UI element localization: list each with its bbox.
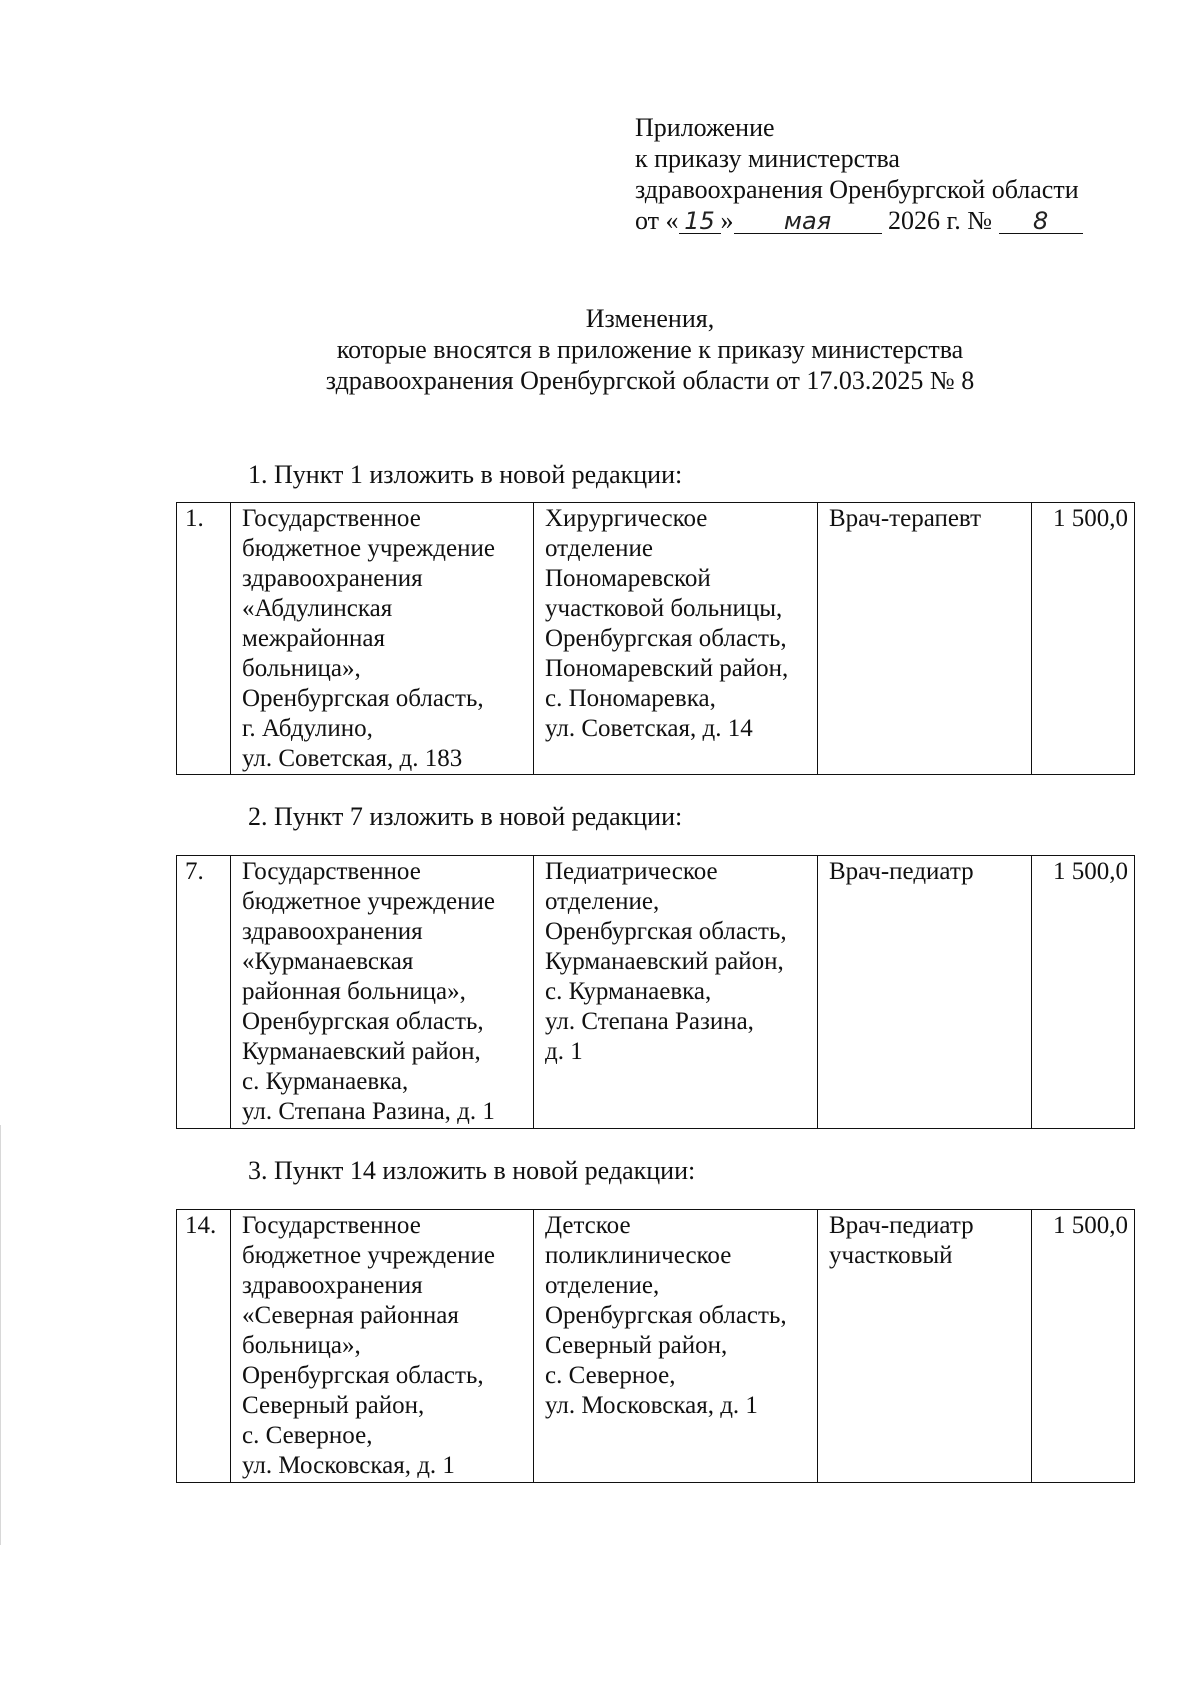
department-line: Детское [545, 1212, 631, 1239]
amount-cell: 1 500,0 [1032, 503, 1135, 775]
row-number: 1. [177, 503, 231, 775]
position-line: Врач-педиатр [829, 1212, 974, 1239]
table-row [177, 1210, 1135, 1483]
institution-line: Курманаевский район, [242, 1038, 481, 1065]
institution-cell [231, 1210, 534, 1483]
section-intro: 1. Пункт 1 изложить в новой редакции: [248, 460, 683, 489]
institution-cell [231, 856, 534, 1129]
institution-line: Государственное [242, 1212, 421, 1239]
institution-line: с. Северное, [242, 1422, 373, 1449]
row-number: 14. [177, 1210, 231, 1483]
appendix-ministry-line: здравоохранения Оренбургской области [635, 175, 1079, 204]
date-prefix: от « [635, 206, 679, 235]
department-line: отделение [545, 535, 654, 562]
institution-line: ул. Московская, д. 1 [242, 1452, 455, 1479]
department-cell [534, 856, 818, 1129]
date-year: 2026 г. № [888, 206, 993, 235]
department-line: ул. Степана Разина, [545, 1008, 754, 1035]
department-line: Хирургическое [545, 505, 708, 532]
institution-line: Оренбургская область, [242, 685, 484, 712]
department-cell [534, 503, 818, 775]
institution-line: «Абдулинская [242, 595, 393, 622]
institution-line: Оренбургская область, [242, 1008, 484, 1035]
department-cell [534, 1210, 818, 1483]
institution-line: г. Абдулино, [242, 715, 373, 742]
position-cell [818, 856, 1032, 1129]
institution-line: «Курманаевская [242, 948, 414, 975]
heading-subtitle-line2: здравоохранения Оренбургской области от 17.03.2025 № 8 [325, 366, 975, 395]
table-row [177, 856, 1135, 1129]
department-line: Оренбургская область, [545, 1302, 787, 1329]
position-cell [818, 1210, 1032, 1483]
institution-line: «Северная районная [242, 1302, 459, 1329]
institution-line: Северный район, [242, 1392, 425, 1419]
department-line: Педиатрическое [545, 858, 718, 885]
department-line: участковой больницы, [545, 595, 783, 622]
section-intro: 2. Пункт 7 изложить в новой редакции: [248, 802, 683, 831]
department-line: Пономаревский район, [545, 655, 789, 682]
amendment-table [176, 1209, 1135, 1483]
department-line: с. Северное, [545, 1362, 676, 1389]
institution-line: ул. Степана Разина, д. 1 [242, 1098, 495, 1125]
position-line: Врач-терапевт [829, 505, 982, 532]
department-line: Курманаевский район, [545, 948, 784, 975]
table-row [177, 503, 1135, 775]
department-line: ул. Московская, д. 1 [545, 1392, 758, 1419]
institution-line: здравоохранения [242, 1272, 423, 1299]
row-number: 7. [177, 856, 231, 1129]
amendment-table [176, 502, 1135, 775]
appendix-title: Приложение [635, 113, 775, 142]
institution-line: Государственное [242, 505, 421, 532]
position-cell [818, 503, 1032, 775]
institution-line: здравоохранения [242, 565, 423, 592]
section-intro: 3. Пункт 14 изложить в новой редакции: [248, 1156, 696, 1185]
date-quote-close: » [720, 206, 734, 235]
institution-line: здравоохранения [242, 918, 423, 945]
institution-line: бюджетное учреждение [242, 1242, 495, 1269]
department-line: Пономаревской [545, 565, 711, 592]
amendment-table [176, 855, 1135, 1129]
position-line: участковый [829, 1242, 953, 1269]
department-line: поликлиническое [545, 1242, 732, 1269]
position-line: Врач-педиатр [829, 858, 974, 885]
institution-line: Оренбургская область, [242, 1362, 484, 1389]
heading-title: Изменения, [585, 304, 715, 333]
department-line: ул. Советская, д. 14 [545, 715, 753, 742]
document-heading [0, 303, 1200, 396]
department-line: Оренбургская область, [545, 625, 787, 652]
department-line: Северный район, [545, 1332, 728, 1359]
department-line: Оренбургская область, [545, 918, 787, 945]
institution-line: бюджетное учреждение [242, 535, 495, 562]
amount-cell: 1 500,0 [1032, 1210, 1135, 1483]
institution-line: больница», [242, 1332, 361, 1359]
amount-cell: 1 500,0 [1032, 856, 1135, 1129]
institution-line: Государственное [242, 858, 421, 885]
handwritten-month: мая [734, 209, 882, 234]
heading-subtitle-line1: которые вносятся в приложение к приказу министерства [336, 335, 964, 364]
institution-line: межрайонная [242, 625, 386, 652]
appendix-block [635, 112, 1083, 236]
institution-line: больница», [242, 655, 361, 682]
handwritten-day: 15 [679, 209, 721, 234]
handwritten-number: 8 [999, 209, 1083, 234]
department-line: д. 1 [545, 1038, 583, 1065]
department-line: отделение, [545, 888, 660, 915]
scan-edge-line [0, 1125, 1, 1545]
department-line: отделение, [545, 1272, 660, 1299]
institution-line: районная больница», [242, 978, 466, 1005]
institution-line: бюджетное учреждение [242, 888, 495, 915]
institution-line: ул. Советская, д. 183 [242, 745, 463, 772]
department-line: с. Пономаревка, [545, 685, 716, 712]
institution-cell [231, 503, 534, 775]
department-line: с. Курманаевка, [545, 978, 712, 1005]
appendix-date-line [635, 205, 1083, 236]
institution-line: с. Курманаевка, [242, 1068, 409, 1095]
appendix-ref-line: к приказу министерства [635, 144, 900, 173]
